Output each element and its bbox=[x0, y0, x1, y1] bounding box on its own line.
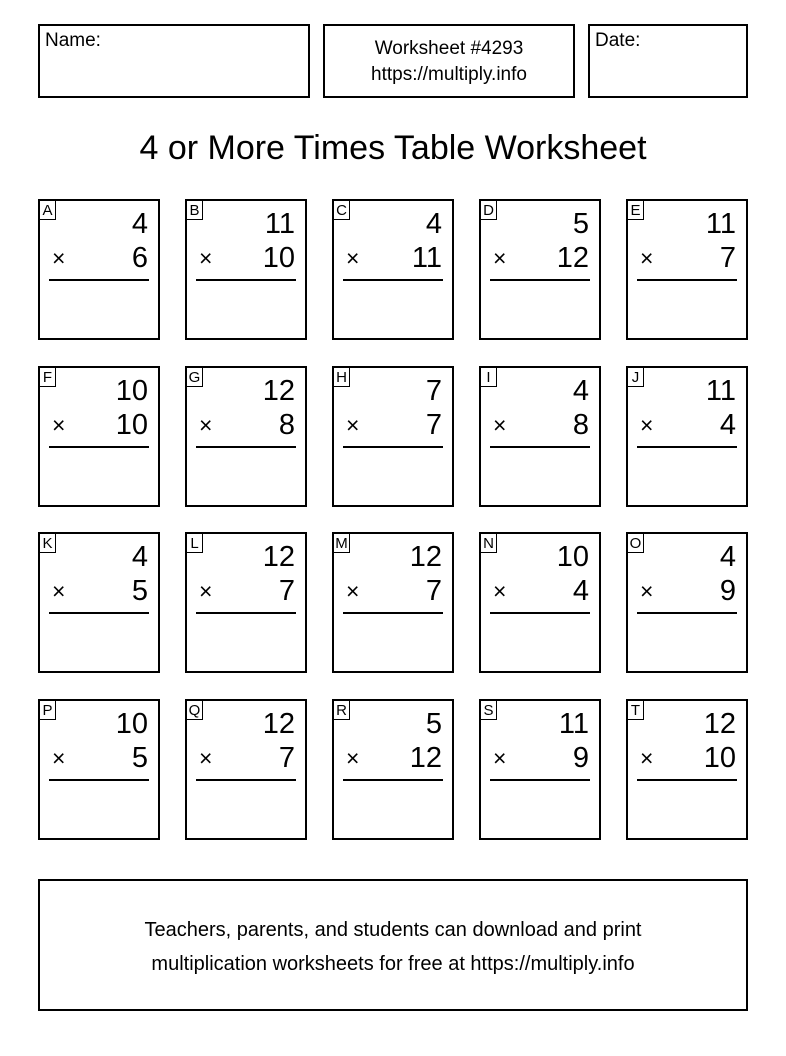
problem-box bbox=[332, 699, 454, 840]
multiply-sign: × bbox=[52, 412, 66, 438]
multiply-sign: × bbox=[199, 745, 213, 771]
problem-bottom-number: 12 bbox=[409, 742, 442, 774]
problem-box bbox=[332, 366, 454, 507]
multiply-sign: × bbox=[493, 578, 507, 604]
answer-line bbox=[196, 612, 296, 614]
footer-box bbox=[38, 879, 748, 1011]
problem-bottom-number: 8 bbox=[572, 409, 589, 441]
problem-bottom-number: 6 bbox=[131, 242, 148, 274]
problem-bottom-number: 4 bbox=[719, 409, 736, 441]
problem-top-number: 12 bbox=[703, 708, 736, 740]
problem-label: G bbox=[186, 367, 203, 387]
problem-box bbox=[626, 699, 748, 840]
problem-label: P bbox=[39, 700, 56, 720]
name-label: Name: bbox=[45, 30, 101, 51]
problem-bottom-number: 7 bbox=[425, 409, 442, 441]
problem-box bbox=[479, 532, 601, 673]
problem-box bbox=[38, 199, 160, 340]
problem-top-number: 11 bbox=[705, 375, 736, 407]
problem-bottom-number: 9 bbox=[719, 575, 736, 607]
problem-box bbox=[479, 199, 601, 340]
footer-line-1: Teachers, parents, and students can download and print bbox=[144, 919, 642, 941]
problem-top-number: 5 bbox=[425, 708, 442, 740]
problem-top-number: 4 bbox=[131, 208, 148, 240]
answer-line bbox=[490, 446, 590, 448]
problem-box bbox=[626, 366, 748, 507]
problem-label: M bbox=[333, 533, 350, 553]
multiply-sign: × bbox=[640, 745, 654, 771]
date-label: Date: bbox=[595, 30, 641, 51]
multiply-sign: × bbox=[199, 578, 213, 604]
problem-top-number: 12 bbox=[262, 541, 295, 573]
answer-line bbox=[196, 446, 296, 448]
footer-line-2: multiplication worksheets for free at https://multiply.info bbox=[151, 953, 635, 975]
problem-label: N bbox=[480, 533, 497, 553]
problem-bottom-number: 7 bbox=[278, 742, 295, 774]
multiply-sign: × bbox=[52, 745, 66, 771]
answer-line bbox=[343, 279, 443, 281]
answer-line bbox=[490, 279, 590, 281]
problem-top-number: 7 bbox=[425, 375, 442, 407]
problem-bottom-number: 10 bbox=[262, 242, 295, 274]
problem-top-number: 12 bbox=[409, 541, 442, 573]
answer-line bbox=[343, 446, 443, 448]
answer-line bbox=[343, 779, 443, 781]
problem-top-number: 10 bbox=[115, 375, 148, 407]
problem-label: I bbox=[480, 367, 497, 387]
problem-top-number: 10 bbox=[115, 708, 148, 740]
worksheet-url: https://multiply.info bbox=[371, 64, 527, 85]
problem-box bbox=[185, 532, 307, 673]
multiply-sign: × bbox=[640, 412, 654, 438]
problem-bottom-number: 7 bbox=[278, 575, 295, 607]
answer-line bbox=[49, 446, 149, 448]
answer-line bbox=[637, 612, 737, 614]
problem-label: A bbox=[39, 200, 56, 220]
answer-line bbox=[49, 779, 149, 781]
problem-label: Q bbox=[186, 700, 203, 720]
problem-bottom-number: 5 bbox=[131, 575, 148, 607]
problem-bottom-number: 7 bbox=[719, 242, 736, 274]
worksheet-info-box bbox=[323, 24, 575, 98]
problem-bottom-number: 10 bbox=[703, 742, 736, 774]
multiply-sign: × bbox=[640, 578, 654, 604]
worksheet-title: 4 or More Times Table Worksheet bbox=[139, 129, 647, 167]
problem-top-number: 12 bbox=[262, 375, 295, 407]
problem-box bbox=[332, 532, 454, 673]
answer-line bbox=[49, 612, 149, 614]
problem-bottom-number: 5 bbox=[131, 742, 148, 774]
problem-label: S bbox=[480, 700, 497, 720]
problem-bottom-number: 9 bbox=[572, 742, 589, 774]
multiply-sign: × bbox=[346, 745, 360, 771]
answer-line bbox=[196, 779, 296, 781]
problem-bottom-number: 7 bbox=[425, 575, 442, 607]
problem-top-number: 11 bbox=[264, 208, 295, 240]
problem-top-number: 11 bbox=[705, 208, 736, 240]
problem-box bbox=[332, 199, 454, 340]
problem-box bbox=[185, 199, 307, 340]
problem-box bbox=[626, 199, 748, 340]
problem-top-number: 5 bbox=[572, 208, 589, 240]
problem-top-number: 12 bbox=[262, 708, 295, 740]
answer-line bbox=[343, 612, 443, 614]
answer-line bbox=[637, 779, 737, 781]
multiply-sign: × bbox=[346, 578, 360, 604]
problem-label: E bbox=[627, 200, 644, 220]
problem-label: K bbox=[39, 533, 56, 553]
answer-line bbox=[49, 279, 149, 281]
problem-top-number: 10 bbox=[556, 541, 589, 573]
name-field-box bbox=[38, 24, 310, 98]
multiply-sign: × bbox=[52, 578, 66, 604]
problem-box bbox=[185, 366, 307, 507]
multiply-sign: × bbox=[640, 245, 654, 271]
multiply-sign: × bbox=[199, 412, 213, 438]
problem-label: L bbox=[186, 533, 203, 553]
answer-line bbox=[490, 612, 590, 614]
problem-label: J bbox=[627, 367, 644, 387]
problem-top-number: 11 bbox=[558, 708, 589, 740]
problem-label: B bbox=[186, 200, 203, 220]
problem-box bbox=[38, 366, 160, 507]
worksheet-number: Worksheet #4293 bbox=[374, 38, 524, 59]
answer-line bbox=[196, 279, 296, 281]
answer-line bbox=[490, 779, 590, 781]
multiply-sign: × bbox=[199, 245, 213, 271]
multiply-sign: × bbox=[52, 245, 66, 271]
problem-box bbox=[626, 532, 748, 673]
problem-bottom-number: 11 bbox=[411, 242, 442, 274]
problem-label: R bbox=[333, 700, 350, 720]
date-field-box bbox=[588, 24, 748, 98]
problem-box bbox=[38, 699, 160, 840]
problem-bottom-number: 12 bbox=[556, 242, 589, 274]
problem-top-number: 4 bbox=[572, 375, 589, 407]
problem-top-number: 4 bbox=[131, 541, 148, 573]
answer-line bbox=[637, 279, 737, 281]
multiply-sign: × bbox=[346, 245, 360, 271]
problem-label: O bbox=[627, 533, 644, 553]
problem-top-number: 4 bbox=[425, 208, 442, 240]
problem-box bbox=[479, 699, 601, 840]
problem-box bbox=[38, 532, 160, 673]
problem-label: D bbox=[480, 200, 497, 220]
problem-bottom-number: 4 bbox=[572, 575, 589, 607]
problem-box bbox=[479, 366, 601, 507]
problem-bottom-number: 10 bbox=[115, 409, 148, 441]
problem-label: H bbox=[333, 367, 350, 387]
problem-bottom-number: 8 bbox=[278, 409, 295, 441]
multiply-sign: × bbox=[346, 412, 360, 438]
multiply-sign: × bbox=[493, 245, 507, 271]
multiply-sign: × bbox=[493, 745, 507, 771]
problem-label: T bbox=[627, 700, 644, 720]
multiply-sign: × bbox=[493, 412, 507, 438]
problem-label: F bbox=[39, 367, 56, 387]
problem-box bbox=[185, 699, 307, 840]
problem-top-number: 4 bbox=[719, 541, 736, 573]
answer-line bbox=[637, 446, 737, 448]
problem-label: C bbox=[333, 200, 350, 220]
